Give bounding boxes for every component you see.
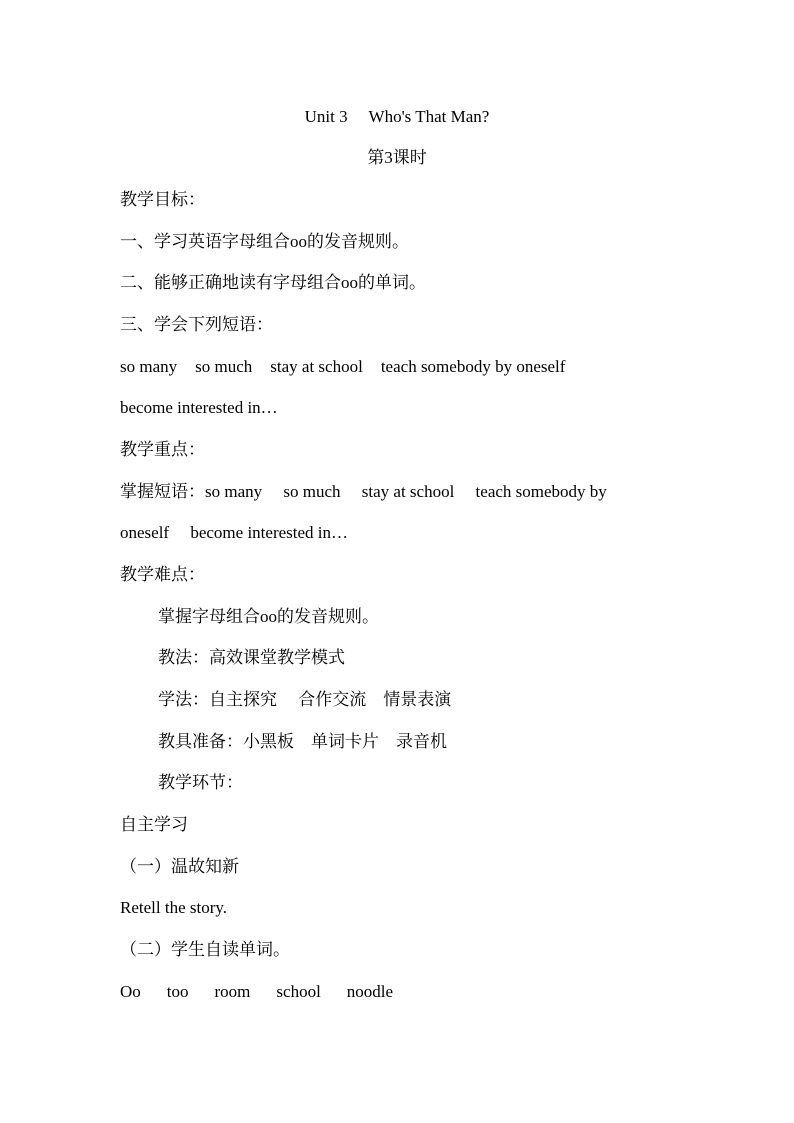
phrase-so-much: so much <box>195 357 253 376</box>
phrases-line-2: become interested in… <box>120 398 278 417</box>
phrase-stay-at-school: stay at school <box>270 357 363 376</box>
self-study-heading: 自主学习 <box>120 815 188 834</box>
teaching-materials: 教具准备：小黑板 单词卡片 录音机 <box>158 732 447 751</box>
part-1-heading: （一）温故知新 <box>120 857 239 876</box>
difficulties-heading: 教学难点： <box>120 565 205 584</box>
phrase-teach-somebody: teach somebody by oneself <box>380 357 566 376</box>
word-item: school <box>276 982 321 1001</box>
word-item: Oo <box>120 982 141 1001</box>
lesson-subtitle: 第3课时 <box>367 148 427 167</box>
objective-1: 一、学习英语字母组合oo的发音规则。 <box>120 232 409 251</box>
objective-3: 三、学会下列短语： <box>120 315 273 334</box>
word-item: too <box>166 982 189 1001</box>
learning-method: 学法：自主探究 合作交流 情景表演 <box>158 690 452 709</box>
phrase-so-many: so many <box>120 357 178 376</box>
objectives-heading: 教学目标： <box>120 190 205 209</box>
key-points-line-1: 掌握短语：so many so much stay at school teach somebody by <box>120 482 607 501</box>
key-points-heading: 教学重点： <box>120 440 205 459</box>
procedure-heading: 教学环节： <box>158 773 243 792</box>
objective-2: 二、能够正确地读有字母组合oo的单词。 <box>120 273 426 292</box>
word-list <box>120 981 393 1003</box>
document-title: Unit 3 Who's That Man? <box>304 107 490 126</box>
phrases-line-1 <box>120 356 565 378</box>
difficulties-text: 掌握字母组合oo的发音规则。 <box>158 607 379 626</box>
word-item: noodle <box>346 982 394 1001</box>
key-points-line-2: oneself become interested in… <box>120 523 349 542</box>
part-1-text: Retell the story. <box>120 898 228 917</box>
word-item: room <box>214 982 251 1001</box>
part-2-heading: （二）学生自读单词。 <box>120 940 290 959</box>
teaching-method: 教法：高效课堂教学模式 <box>158 648 345 667</box>
